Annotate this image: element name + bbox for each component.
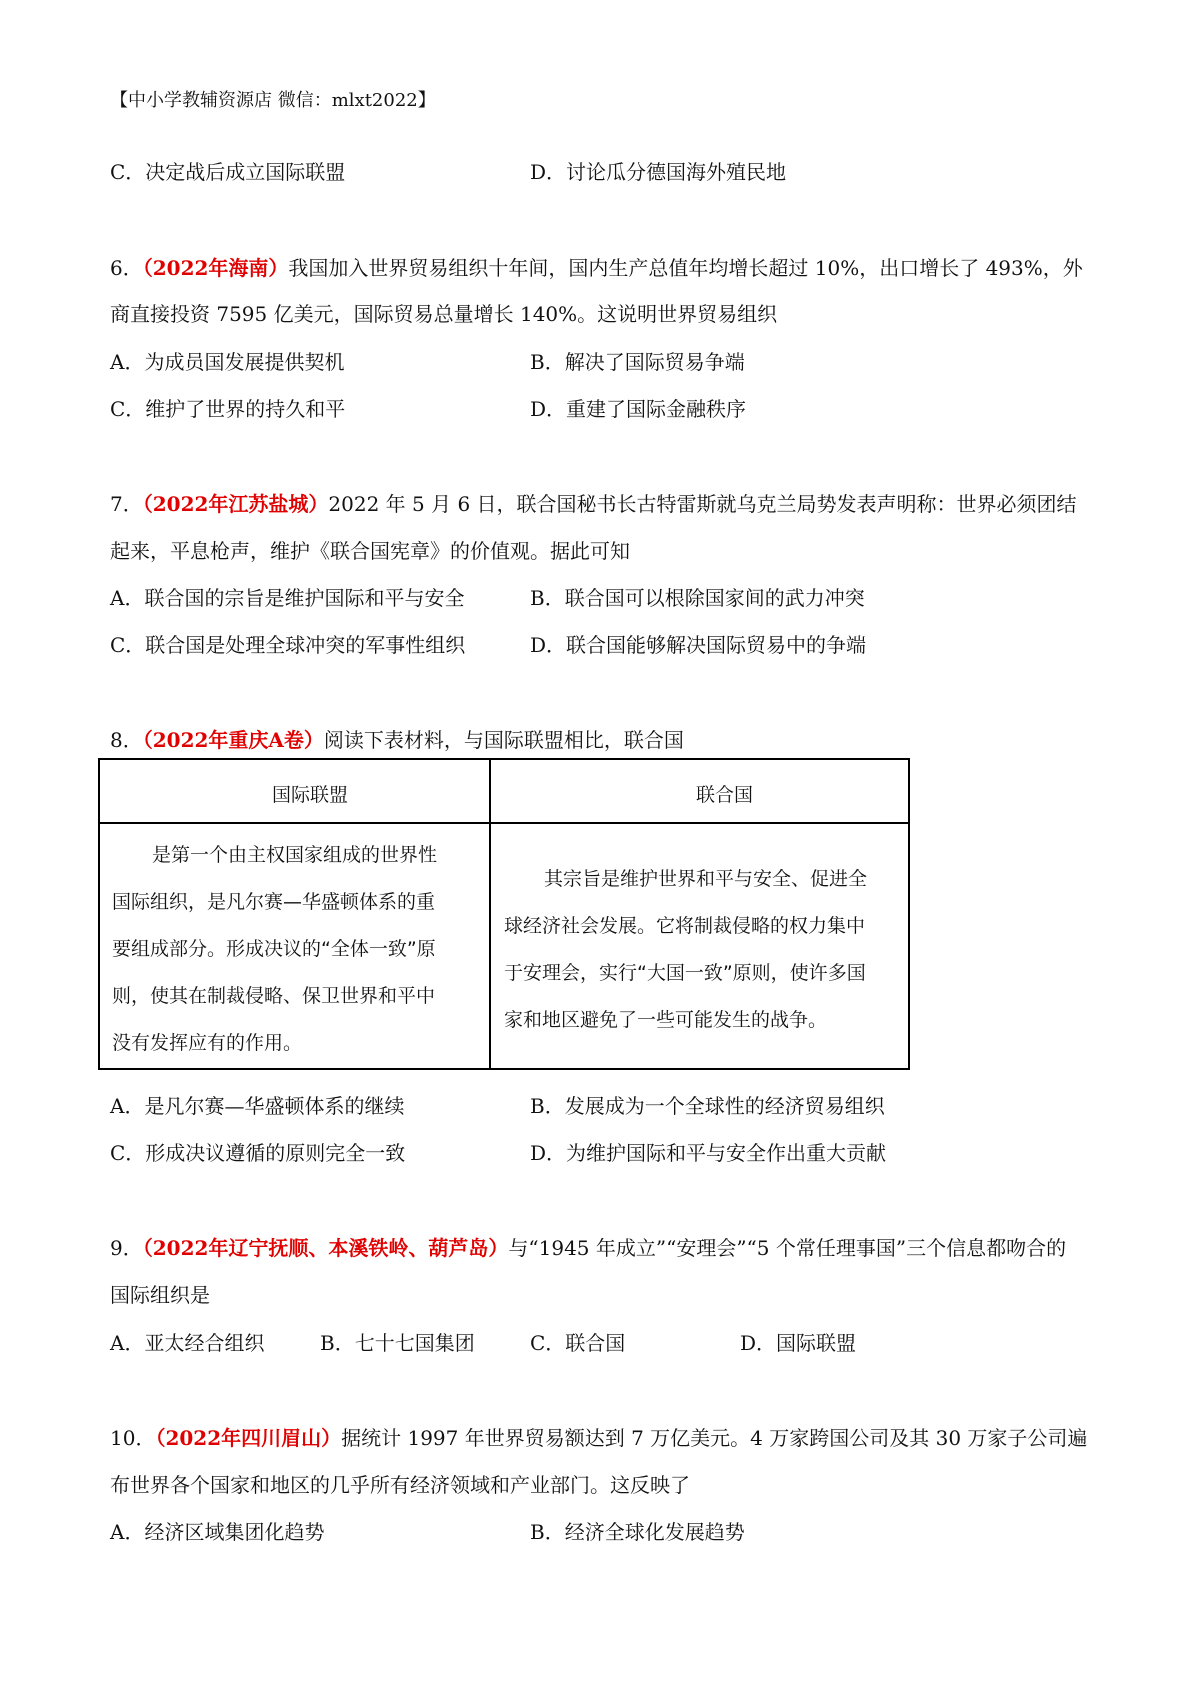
q6-option-d: D．重建了国际金融秩序 bbox=[530, 397, 747, 421]
table-cell-line: 家和地区避免了一些可能发生的战争。 bbox=[504, 1009, 828, 1031]
q10-stem-line1 bbox=[110, 1422, 1087, 1451]
q7-option-c: C．联合国是处理全球冲突的军事性组织 bbox=[110, 633, 466, 657]
q9-option-d: D．国际联盟 bbox=[740, 1331, 857, 1355]
table-cell-line: 要组成部分。形成决议的“全体一致”原 bbox=[112, 938, 436, 960]
q6-text1: 我国加入世界贸易组织十年间，国内生产总值年均增长超过 10%，出口增长了 493%，外 bbox=[288, 256, 1083, 280]
q6-option-b: B．解决了国际贸易争端 bbox=[530, 350, 745, 374]
q9-source: （2022年辽宁抚顺、本溪铁岭、葫芦岛） bbox=[142, 1236, 509, 1260]
q8-option-d: D．为维护国际和平与安全作出重大贡献 bbox=[530, 1141, 887, 1165]
q8-number: 8． bbox=[110, 728, 143, 752]
q6-number: 6． bbox=[110, 256, 143, 280]
q7-option-b: B．联合国可以根除国家间的武力冲突 bbox=[530, 586, 865, 610]
q8-text1: 阅读下表材料，与国际联盟相比，联合国 bbox=[323, 728, 684, 752]
table-cell-line: 其宗旨是维护世界和平与安全、促进全 bbox=[544, 868, 868, 890]
q7-option-a: A．联合国的宗旨是维护国际和平与安全 bbox=[110, 586, 465, 610]
q5-option-d: D．讨论瓜分德国海外殖民地 bbox=[530, 160, 787, 184]
q8-option-c: C．形成决议遵循的原则完全一致 bbox=[110, 1141, 406, 1165]
table-cell-un bbox=[504, 856, 904, 1044]
q7-stem-line1 bbox=[110, 488, 1077, 517]
q6-stem-line2: 商直接投资 7595 亿美元，国际贸易总量增长 140%。这说明世界贸易组织 bbox=[110, 302, 778, 326]
q9-stem-line1 bbox=[110, 1232, 1066, 1261]
q9-text1: 与“1945 年成立”“安理会”“5 个常任理事国”三个信息都吻合的 bbox=[508, 1236, 1067, 1260]
q9-option-c: C．联合国 bbox=[530, 1331, 626, 1355]
q10-option-a: A．经济区域集团化趋势 bbox=[110, 1520, 325, 1544]
table-cell-line: 球经济社会发展。它将制裁侵略的权力集中 bbox=[504, 915, 866, 937]
q10-stem-line2: 布世界各个国家和地区的几乎所有经济领域和产业部门。这反映了 bbox=[110, 1473, 690, 1497]
q5-option-c: C．决定战后成立国际联盟 bbox=[110, 160, 346, 184]
q7-source: （2022年江苏盐城） bbox=[142, 492, 329, 516]
q8-option-b: B．发展成为一个全球性的经济贸易组织 bbox=[530, 1094, 885, 1118]
table-header-un: 联合国 bbox=[696, 784, 754, 806]
q10-text1: 据统计 1997 年世界贸易额达到 7 万亿美元。4 万家跨国公司及其 30 万家子公司遍 bbox=[341, 1426, 1088, 1450]
table-header-divider bbox=[100, 822, 908, 824]
q10-number: 10． bbox=[110, 1426, 156, 1450]
table-column-divider bbox=[489, 760, 491, 1068]
q9-option-b: B．七十七国集团 bbox=[320, 1331, 475, 1355]
q9-number: 9． bbox=[110, 1236, 143, 1260]
q8-option-a: A．是凡尔赛—华盛顿体系的继续 bbox=[110, 1094, 405, 1118]
q6-option-c: C．维护了世界的持久和平 bbox=[110, 397, 346, 421]
q7-stem-line2: 起来，平息枪声，维护《联合国宪章》的价值观。据此可知 bbox=[110, 539, 630, 563]
table-cell-line: 于安理会，实行“大国一致”原则，使许多国 bbox=[504, 962, 866, 984]
q7-option-d: D．联合国能够解决国际贸易中的争端 bbox=[530, 633, 867, 657]
q9-stem-line2: 国际组织是 bbox=[110, 1283, 210, 1307]
q7-text1: 2022 年 5 月 6 日，联合国秘书长古特雷斯就乌克兰局势发表声明称：世界必须团结 bbox=[328, 492, 1077, 516]
comparison-table bbox=[98, 758, 910, 1070]
q9-option-a: A．亚太经合组织 bbox=[110, 1331, 265, 1355]
page-header: 【中小学教辅资源店 微信：mlxt2022】 bbox=[110, 90, 436, 111]
q8-source: （2022年重庆A卷） bbox=[142, 728, 324, 752]
table-cell-line: 没有发挥应有的作用。 bbox=[112, 1032, 303, 1054]
q10-source: （2022年四川眉山） bbox=[155, 1426, 342, 1450]
table-header-league: 国际联盟 bbox=[272, 784, 349, 806]
q6-option-a: A．为成员国发展提供契机 bbox=[110, 350, 345, 374]
q10-option-b: B．经济全球化发展趋势 bbox=[530, 1520, 745, 1544]
table-cell-line: 是第一个由主权国家组成的世界性 bbox=[152, 844, 438, 866]
table-cell-league bbox=[112, 832, 482, 1067]
q7-number: 7． bbox=[110, 492, 143, 516]
table-cell-line: 则，使其在制裁侵略、保卫世界和平中 bbox=[112, 985, 436, 1007]
q6-stem-line1 bbox=[110, 252, 1083, 281]
table-cell-line: 国际组织，是凡尔赛—华盛顿体系的重 bbox=[112, 891, 436, 913]
q8-stem-line1 bbox=[110, 724, 684, 753]
q6-source: （2022年海南） bbox=[142, 256, 289, 280]
